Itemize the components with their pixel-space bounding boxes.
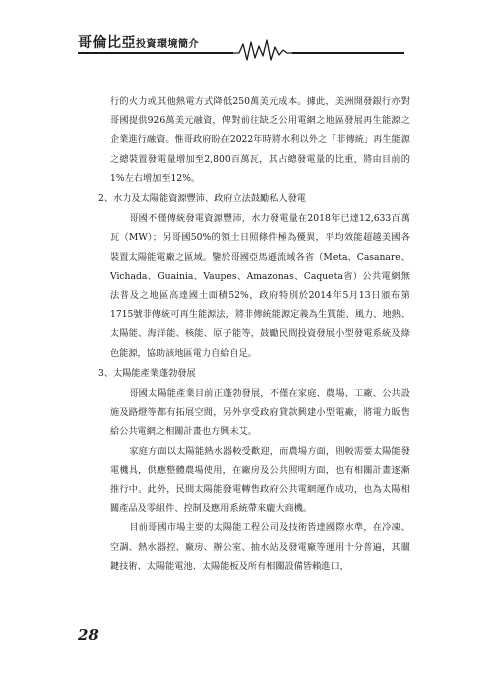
header-title-small: 投資環境簡介 — [136, 39, 199, 50]
header-title — [78, 32, 199, 52]
paragraph-continued: 行的火力或其他熱電方式降低250萬美元成本。據此，美洲開發銀行亦對哥國提供926萬美元融資，俾對前往缺乏公用電網之地區發展再生能源之企業進行融資。惟哥政府盼在2022年時將水利以外之「非傳統」再生能源之總裝置發電量增加至2,800百萬瓦，其占總發電量的比重，將由目前的1%左右增加至12%。 — [110, 96, 410, 184]
page-number: 28 — [78, 626, 99, 644]
heartbeat-wave-icon — [231, 36, 295, 64]
header-rule-right — [292, 52, 404, 54]
section-heading-3: 3、太陽能產業蓬勃發展 — [98, 367, 196, 379]
page-body — [98, 92, 410, 576]
section-heading-2: 2、水力及太陽能資源豐沛、政府立法鼓勵私人發電 — [98, 193, 306, 205]
paragraph-household-farm: 家庭方面以太陽能熱水器較受歡迎，而農場方面，則較需要太陽能發電機具，供應整體農場使用，在廠房及公共照明方面，也有相關計畫逐漸推行中。此外，民間太陽能發電轉售政府公共電網運作成功，也為太陽相關產品及零組件、控制及應用系統帶來龐大商機。 — [110, 445, 410, 515]
paragraph-hydro-solar: 哥國不僅傳統發電資源豐沛，水力發電量在2018年已達12,633百萬瓦（MW）；另哥國50%的領土日照條件極為優異，平均效能超越美國各裝置太陽能電廠之區域。鑒於哥國亞馬遜流域各省（Meta、Casanare、Vichada、Guainia、Vaupes、Amazonas、Caqueta省）公共電網無法普及之地區高達國土面積52%，政府特別於2014年5月13日頒布第1715號非傳統可再生能源法，將非傳統能源定義為生質能、風力、地熱、太陽能、海洋能、核能、原子能等，鼓勵民間投資發展小型發電系統及綠色能源，協助該地區電力自給自足。 — [110, 213, 410, 359]
header-rule-left — [78, 52, 233, 54]
paragraph-solar-industry: 哥國太陽能產業目前正蓬勃發展，不僅在家庭、農場、工廠、公共設施及路燈等都有拓展空間，另外享受政府貸款興建小型電廠，將電力販售給公共電網之相關計畫也方興未艾。 — [110, 388, 410, 438]
header-title-large: 哥倫比亞 — [78, 35, 136, 51]
page-header — [0, 0, 480, 72]
paragraph-market: 目前哥國市場主要的太陽能工程公司及技術皆達國際水準，在冷凍、空調、熱水器控、廠房、辦公室、抽水站及發電廠等運用十分普遍，其關鍵技術、太陽能電池、太陽能板及所有相關設備皆賴進口， — [110, 522, 410, 572]
